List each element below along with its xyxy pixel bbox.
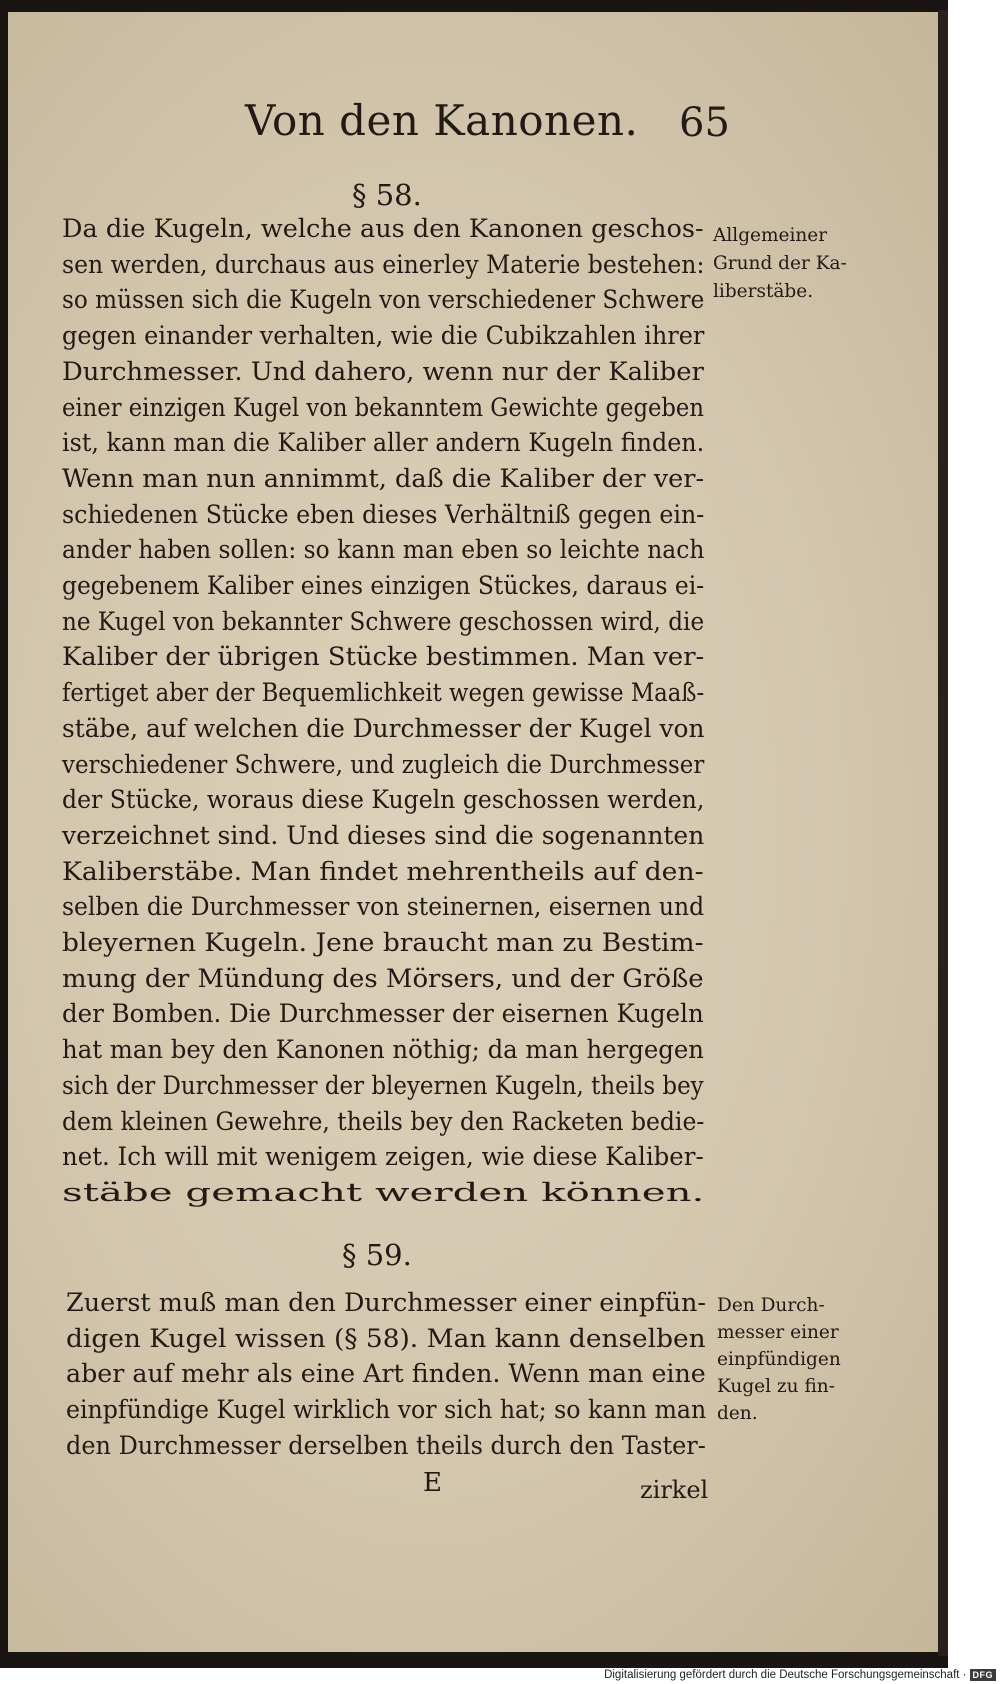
margin-note-line: den.	[717, 1403, 758, 1424]
text-line: stäbe, auf welchen die Durchmesser der Kugel von	[62, 713, 705, 744]
margin-note-line: Den Durch-	[717, 1295, 825, 1316]
credit-text: Digitalisierung gefördert durch die Deutsche Forschungsgemeinschaft ·	[604, 1669, 967, 1681]
text-line: verzeichnet sind. Und dieses sind die sogenannten	[62, 820, 705, 851]
text-line: stäbe gemacht werden können.	[62, 1177, 705, 1208]
margin-note-line: Allgemeiner	[713, 225, 828, 246]
text-line: aber auf mehr als eine Art finden. Wenn man eine	[66, 1359, 706, 1390]
text-line: gegebenem Kaliber eines einzigen Stückes, daraus ei-	[62, 571, 705, 601]
text-line: Wenn man nun annimmt, daß die Kaliber der ver-	[62, 463, 705, 494]
text-line: sen werden, durchaus aus einerley Materie bestehen:	[62, 249, 705, 280]
text-line: Durchmesser. Und dahero, wenn nur der Kaliber	[62, 356, 704, 387]
text-line: selben die Durchmesser von steinernen, eisernen und	[62, 892, 705, 923]
text-line: einpfündige Kugel wirklich vor sich hat; so kann man	[66, 1395, 707, 1426]
text-line: bleyernen Kugeln. Jene braucht man zu Bestim-	[62, 928, 704, 958]
page-number: 65	[679, 100, 730, 146]
dfg-logo: DFG	[970, 1669, 997, 1681]
text-line: Zuerst muß man den Durchmesser einer einpfün-	[66, 1288, 706, 1318]
digitization-credit	[604, 1669, 996, 1681]
text-line: gegen einander verhalten, wie die Cubikzahlen ihrer	[62, 321, 705, 352]
margin-note-line: liberstäbe.	[713, 281, 814, 302]
margin-note-line: einpfündigen	[717, 1349, 841, 1370]
section-heading: § 59.	[342, 1238, 412, 1272]
section-heading: § 58.	[352, 178, 422, 212]
text-line: fertiget aber der Bequemlichkeit wegen gewisse Maaß-	[62, 678, 705, 709]
text-line: hat man bey den Kanonen nöthig; da man hergegen	[62, 1035, 704, 1066]
text-line: so müssen sich die Kugeln von verschiedener Schwere	[62, 285, 705, 316]
text-line: ander haben sollen: so kann man eben so leichte nach	[62, 535, 705, 566]
text-line: ne Kugel von bekannter Schwere geschossen wird, die	[62, 606, 705, 637]
margin-note-line: Grund der Ka-	[713, 253, 847, 274]
text-line: mung der Mündung des Mörsers, und der Größe	[62, 963, 704, 994]
text-line: ist, kann man die Kaliber aller andern Kugeln finden.	[62, 428, 705, 459]
running-head: Von den Kanonen.	[245, 96, 639, 145]
text-line: verschiedener Schwere, und zugleich die Durchmesser	[62, 749, 705, 780]
text-line: digen Kugel wissen (§ 58). Man kann denselben	[66, 1323, 706, 1354]
text-line: einer einzigen Kugel von bekanntem Gewichte gegeben	[62, 392, 704, 423]
text-line: Kaliber der übrigen Stücke bestimmen. Man ver-	[62, 642, 705, 673]
text-line: schiedenen Stücke eben dieses Verhältniß gegen ein-	[62, 499, 705, 530]
text-line: Kaliberstäbe. Man findet mehrentheils auf den-	[62, 856, 704, 887]
catchword: zirkel	[640, 1476, 709, 1504]
text-line: Da die Kugeln, welche aus den Kanonen geschos-	[62, 214, 704, 244]
text-line: der Stücke, woraus diese Kugeln geschossen werden,	[62, 785, 705, 816]
margin-note-line: Kugel zu fin-	[717, 1376, 835, 1397]
margin-note-line: messer einer	[717, 1322, 839, 1343]
page-edge	[938, 10, 948, 1656]
text-line: sich der Durchmesser der bleyernen Kugeln, theils bey	[62, 1070, 704, 1101]
text-line: der Bomben. Die Durchmesser der eisernen Kugeln	[62, 999, 704, 1030]
text-line: dem kleinen Gewehre, theils bey den Racketen bedie-	[62, 1106, 705, 1137]
signature-mark: E	[423, 1468, 442, 1498]
text-line: net. Ich will mit wenigem zeigen, wie diese Kaliber-	[62, 1142, 704, 1173]
text-line: den Durchmesser derselben theils durch den Taster-	[66, 1430, 706, 1461]
